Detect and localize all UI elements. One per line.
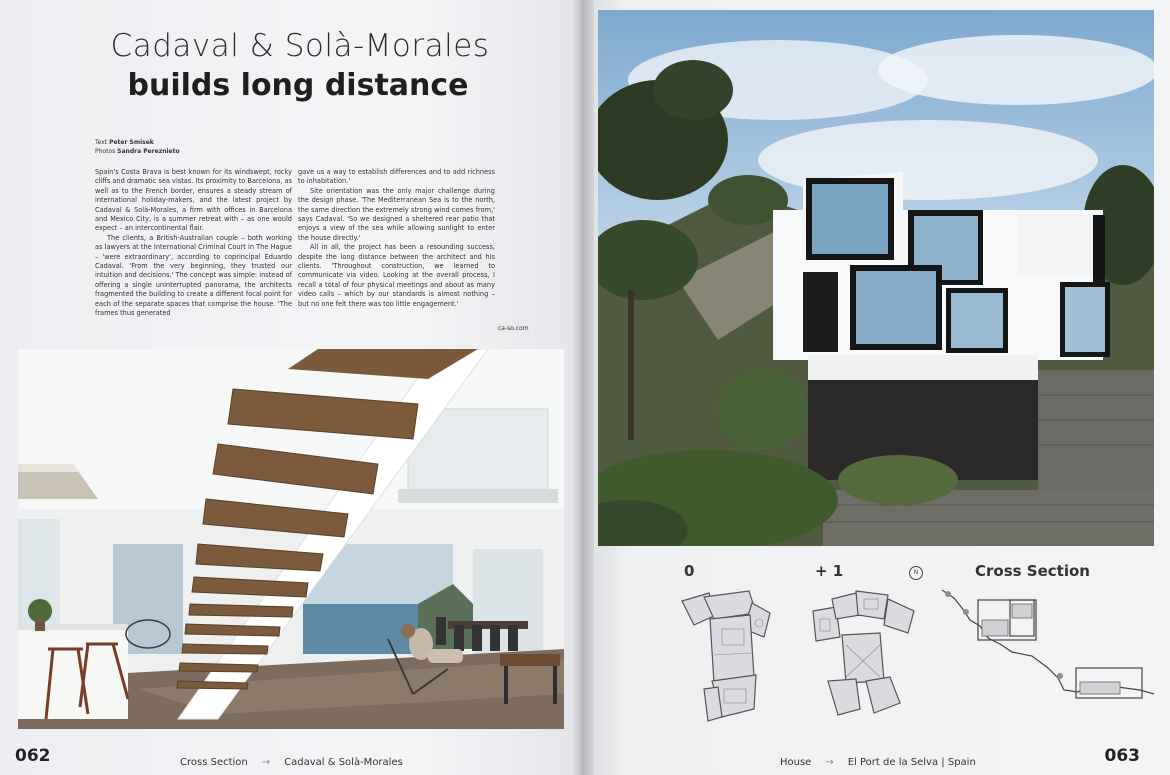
cross-section-drawing — [940, 586, 1156, 708]
ground-floor-plan — [674, 585, 780, 730]
footer-separator: | — [941, 757, 945, 768]
credits — [95, 138, 180, 156]
footer-place: El Port de la Selva — [847, 757, 939, 768]
cross-section-label: Cross Section — [975, 562, 1090, 580]
credit-photos-label: Photos — [95, 148, 116, 155]
plan-label-ground: 0 — [684, 562, 695, 580]
upper-floor-plan — [808, 585, 918, 725]
footer-arrow-icon: → — [825, 757, 834, 768]
body-paragraph: Spain's Costa Brava is best known for its windswept, rocky cliffs and dramatic sea vistas. Its proximity to Barcelona, as well as to the French border, ensures a steady stream of international holiday-makers, and the latest project by Cadaval & Solà-Morales, a firm with offices in Barcelona and Mexico City, is a summer retreat with – as one would expect – an intercontinental flair. — [95, 168, 292, 233]
footer-name: Cadaval & Solà-Morales — [284, 757, 403, 768]
page-number-left: 062 — [15, 746, 51, 766]
credit-text-label: Text — [95, 139, 108, 146]
house-exterior-photo — [598, 10, 1154, 546]
footer-right — [780, 757, 976, 768]
body-paragraph: All in all, the project has been a resounding success, despite the long distance between the architect and his clients. 'Throughout construction, we learned to communicate via video. Looking at the overall process, I recall a total of four physical meetings and about as many video calls – which by our standards is almost nothing – but no one felt there was too little engagement.' — [298, 243, 495, 308]
footer-left — [180, 757, 403, 768]
footer-type: House — [780, 757, 812, 768]
body-column-1 — [95, 168, 292, 319]
footer-arrow-icon: → — [261, 757, 271, 768]
credit-photos-name: Sandra Pereznieto — [117, 148, 180, 155]
article-title-line1: Cadaval & Solà-Morales — [110, 28, 490, 64]
body-paragraph: gave us a way to establish differences and to add richness to inhabitation.' — [298, 168, 495, 186]
footer-section: Cross Section — [180, 757, 248, 768]
page-number-right: 063 — [1104, 746, 1140, 766]
article-title-line2: builds long distance — [127, 68, 469, 103]
interior-staircase-photo — [18, 349, 564, 729]
north-arrow-icon — [909, 566, 923, 580]
right-page — [582, 0, 1170, 775]
website-url: ca-so.com — [498, 325, 529, 332]
left-page — [0, 0, 582, 775]
footer-country: Spain — [947, 757, 976, 768]
book-gutter — [572, 0, 594, 775]
north-symbol: N — [913, 569, 919, 576]
body-paragraph: Site orientation was the only major challenge during the design phase. 'The Mediterranean Sea is to the north, the same direction the extremely strong wind comes from,' says Cadaval. 'So we designed a sheltered rear patio that enjoys a view of the sea while allowing sunlight to enter the house directly.' — [298, 186, 495, 242]
body-column-2 — [298, 168, 495, 309]
credit-text-name: Peter Smisek — [109, 139, 154, 146]
plan-label-upper: + 1 — [815, 562, 844, 580]
body-paragraph: The clients, a British-Australian couple – both working as lawyers at the International Criminal Court in The Hague – 'were extraordinary', according to coprincipal Eduardo Cadaval. 'From the very beginning, they trusted our intuition and decisions.' The concept was simple: instead of offering a single uninterrupted panorama, the architects fragmented the building to create a different focal point for each of the separate spaces that comprise the house. 'The frames thus generated — [95, 233, 293, 318]
